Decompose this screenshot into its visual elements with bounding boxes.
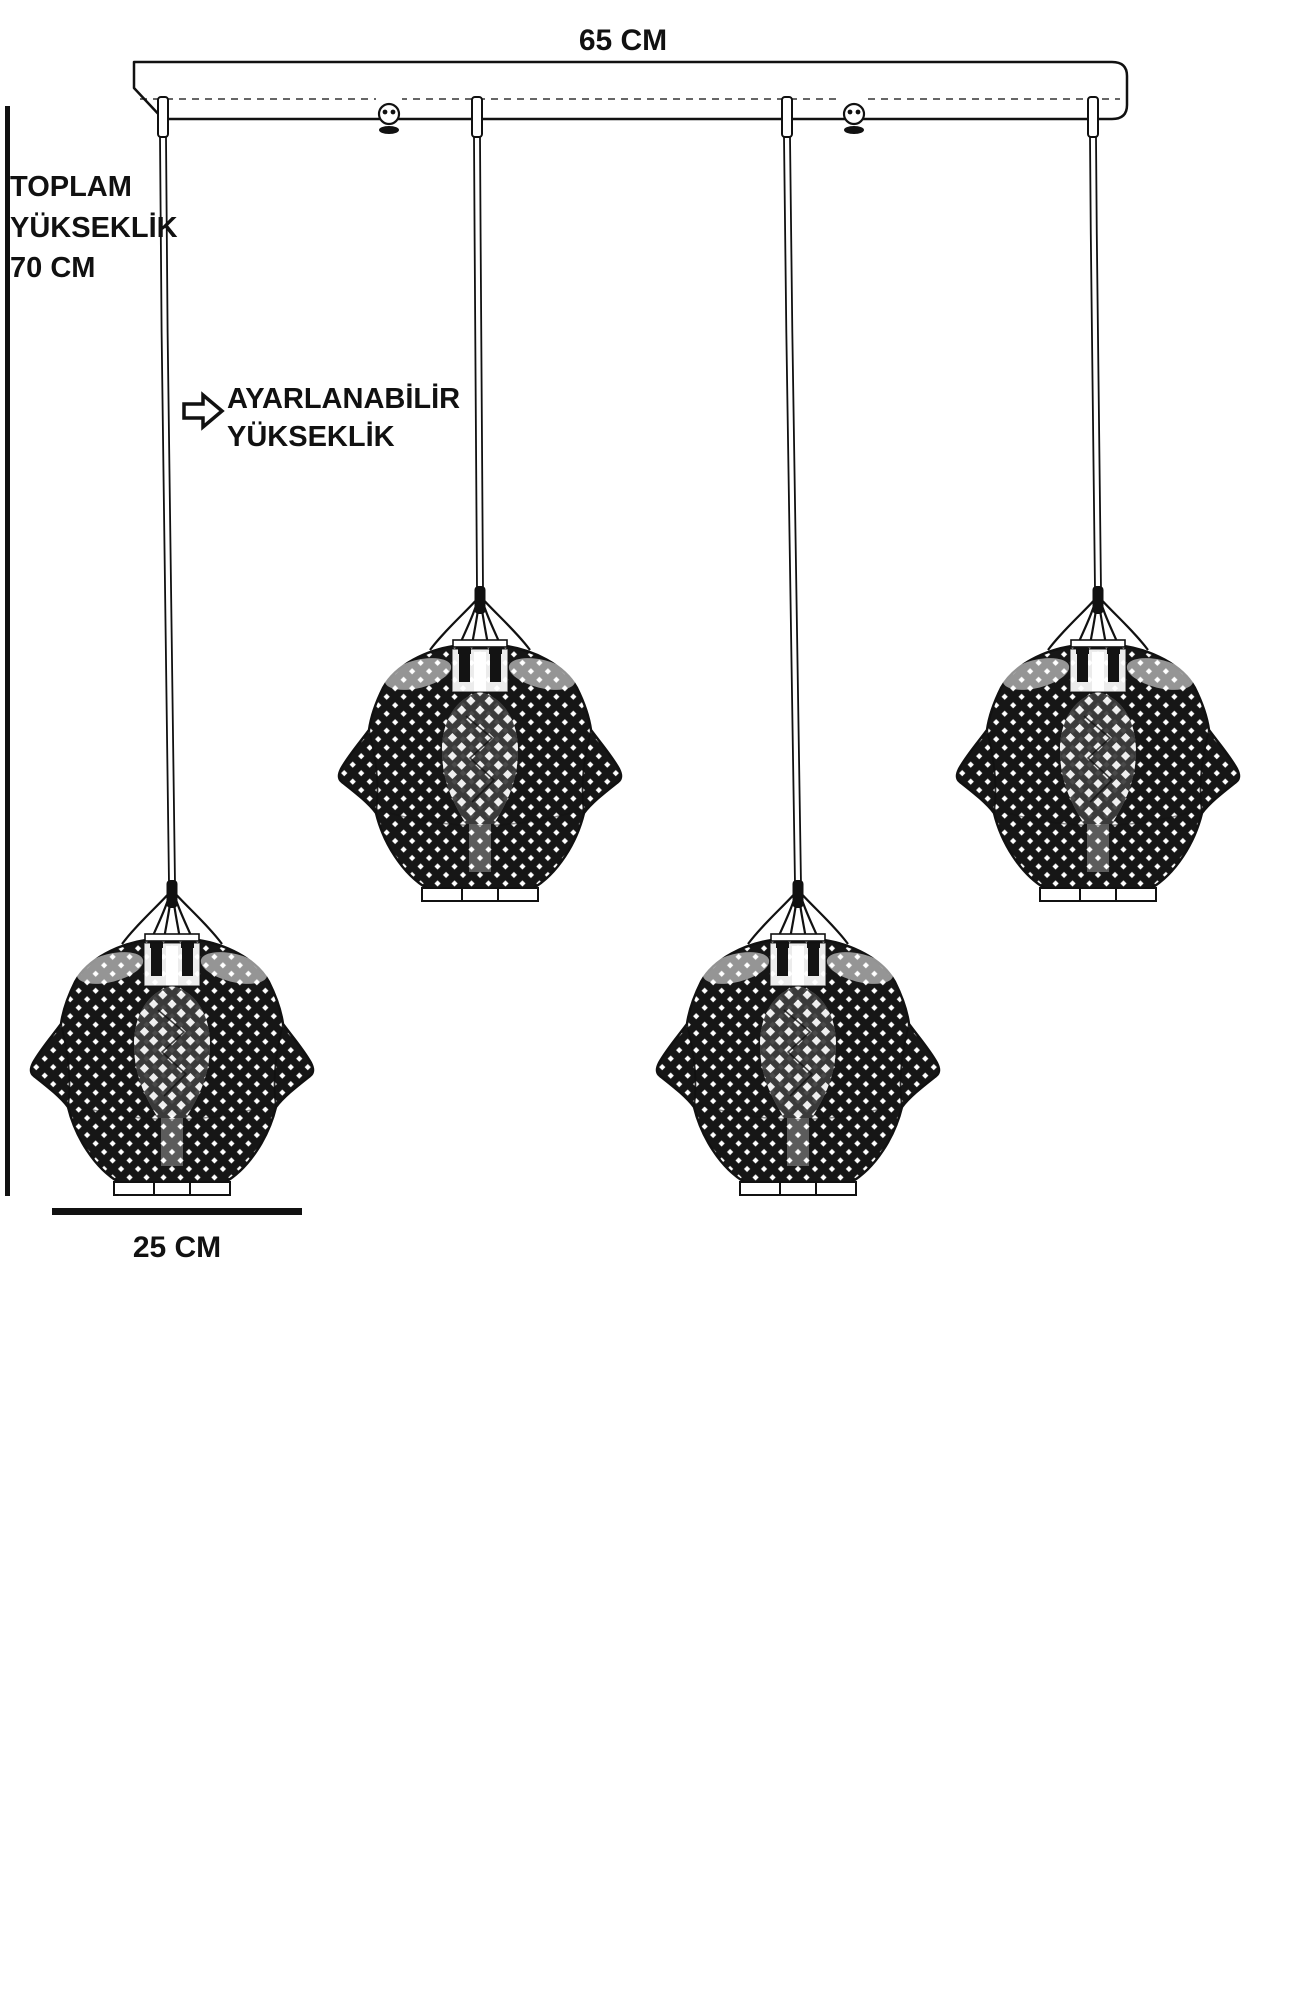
pendant-shade-2 xyxy=(339,586,621,901)
hanging-cord-2 xyxy=(474,137,483,590)
rail-screw-knob-left xyxy=(376,93,402,134)
total-height-label-line1: TOPLAM xyxy=(10,171,132,203)
adjustable-height-label xyxy=(227,383,460,453)
cord-grip-2 xyxy=(472,97,482,137)
total-height-label-line3: 70 CM xyxy=(10,252,96,284)
rail-width-label: 65 CM xyxy=(578,24,668,57)
pendant-shade-3 xyxy=(657,880,939,1195)
total-height-label-line2: YÜKSEKLİK xyxy=(10,212,178,244)
cord-grip-3 xyxy=(782,97,792,137)
cord-grip-1 xyxy=(158,97,168,137)
rail-screw-knob-right xyxy=(841,93,867,134)
adjustable-height-label-line2: YÜKSEKLİK xyxy=(227,421,395,453)
shade-diameter-label: 25 CM xyxy=(132,1231,222,1264)
hanging-cord-4 xyxy=(1090,137,1101,590)
ceiling-rail xyxy=(134,62,1127,119)
adjustable-height-arrow-icon xyxy=(184,395,222,427)
total-height-label xyxy=(10,171,178,284)
shade-diameter-dimension-line xyxy=(52,1208,302,1215)
pendant-shade-4 xyxy=(957,586,1239,901)
adjustable-height-label-line1: AYARLANABİLİR xyxy=(227,383,461,415)
pendant-shade-1 xyxy=(31,880,313,1195)
cord-grip-4 xyxy=(1088,97,1098,137)
hanging-cord-1 xyxy=(160,137,175,884)
hanging-cord-3 xyxy=(784,137,801,884)
